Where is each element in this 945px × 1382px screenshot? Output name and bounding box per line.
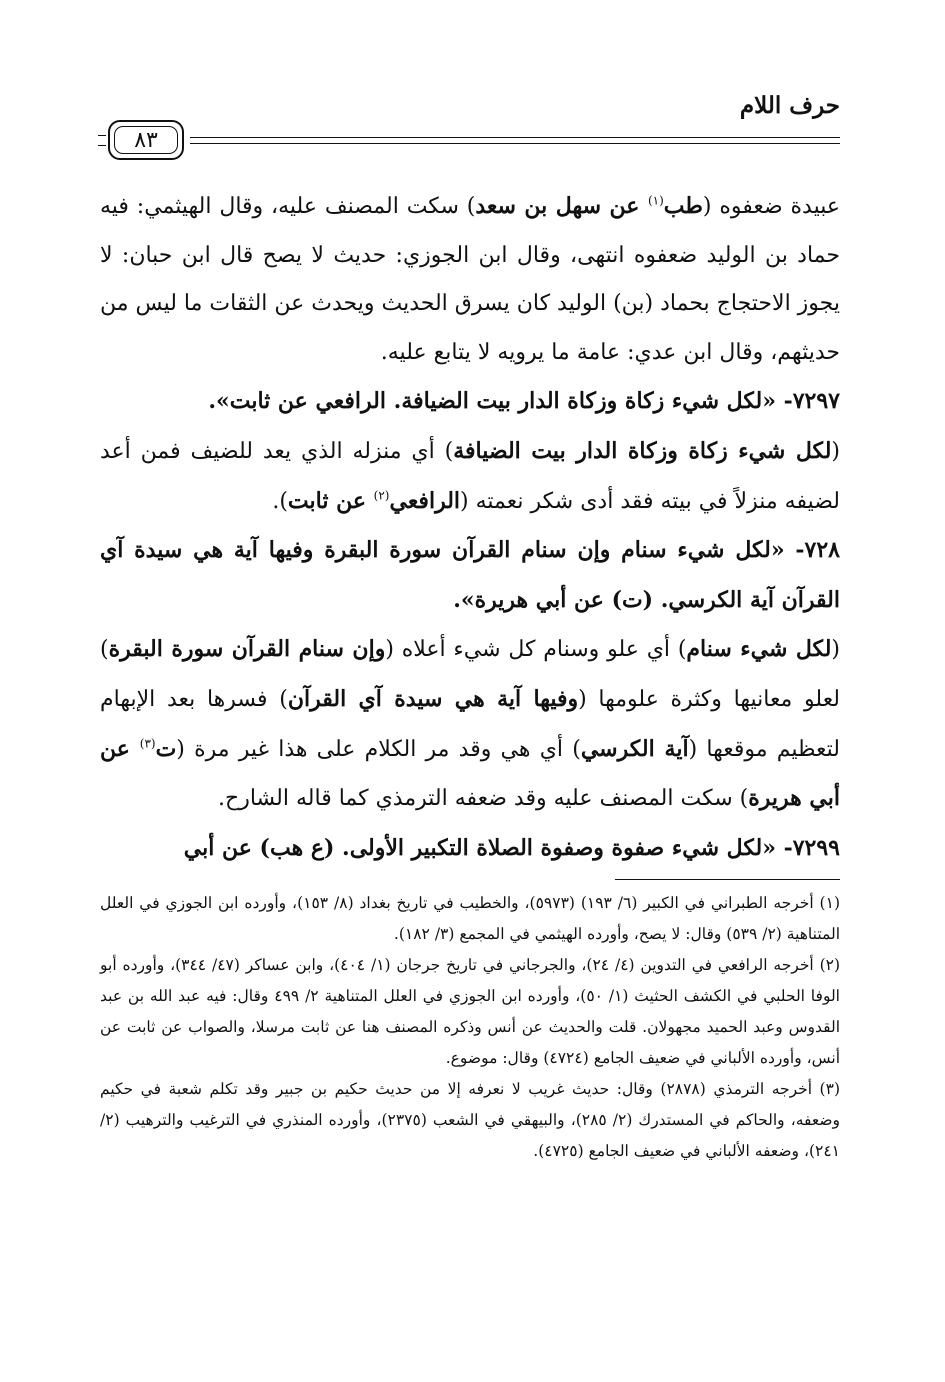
header-rule <box>100 127 840 153</box>
text-run: ) سكت المصنف عليه، وقال الهيثمي: فيه حماد بن الوليد ضعفوه انتهى، وقال ابن الجوزي: حديث لا يصح قال ابن حبان: لا يجوز الاحتجاج بحماد (بن) الوليد كان يسرق الحديث ويحدث عن الثقات ما ليس من حديثهم، وقال ابن عدي: عامة ما يرويه لا يتابع عليه. <box>100 194 840 365</box>
running-title: حرف اللام <box>739 92 840 119</box>
header-rule-line <box>190 143 840 144</box>
header-rule-end <box>98 135 106 146</box>
footnote-ref: (١) <box>647 193 664 208</box>
text-run: ) أي منزله الذي يعد للضيف فمن أعد لضيفه منزلاً في بيته فقد أدى شكر نعمته ( <box>100 438 840 514</box>
main-text <box>100 182 840 873</box>
narrator: عن ثابت <box>287 487 374 514</box>
hadith-text: ٧٢٩٧- «لكل شيء زكاة وزكاة الدار بيت الضيافة. الرافعي عن ثابت». <box>208 388 840 415</box>
narrator: عن سهل بن سعد <box>475 193 648 219</box>
text-run: ) لعلو معانيها وكثرة علومها ( <box>100 637 841 712</box>
text-run: ) أي هي وقد مر الكلام على هذا غير مرة ( <box>176 736 581 762</box>
footnote-separator <box>615 879 840 880</box>
footnote-ref: (٢) <box>373 488 390 503</box>
footnotes <box>100 888 840 1167</box>
header-rule-line <box>190 137 840 138</box>
paragraph <box>100 427 840 526</box>
hadith-entry <box>100 377 840 427</box>
quoted-text: لكل شيء زكاة وزكاة الدار بيت الضيافة <box>453 437 832 464</box>
narrator: عن أبي هريرة <box>100 735 840 812</box>
footnote: (١) أخرجه الطبراني في الكبير (٦/ ١٩٣) (٥٩٧٣)، والخطيب في تاريخ بغداد (٨/ ١٥٣)، وأورده ابن الجوزي في العلل المتناهية (٢/ ٥٣٩) وقال: لا يصح، وأورده الهيثمي في المجمع (٣/ ١٨٢). <box>100 894 840 944</box>
source-code: طب <box>663 193 703 219</box>
page-number-frame <box>108 120 184 160</box>
hadith-entry <box>100 526 840 625</box>
book-page <box>100 92 840 1167</box>
quoted-text: آية الكرسي <box>580 735 689 762</box>
hadith-entry <box>100 824 840 874</box>
quoted-text: لكل شيء سنام <box>686 636 832 663</box>
page-number: ٨٣ <box>134 127 158 153</box>
paragraph <box>100 182 840 377</box>
text-run: ) سكت المصنف عليه وقد ضعفه الترمذي كما قاله الشارح. <box>218 786 749 812</box>
hadith-text: ٧٢٩٩- «لكل شيء صفوة وصفوة الصلاة التكبير الأولى. (ع هب) عن أبي <box>183 834 840 861</box>
text-run: ( <box>831 637 840 663</box>
footnote-ref: (٣) <box>139 736 156 751</box>
text-run: ) أي علو وسنام كل شيء أعلاه ( <box>385 637 687 663</box>
quoted-text: وإن سنام القرآن سورة البقرة <box>108 636 386 663</box>
footnote: (٢) أخرجه الرافعي في التدوين (٤/ ٢٤)، والجرجاني في تاريخ جرجان (١/ ٤٠٤)، وابن عساكر (٤٧/ ٣٤٤)، وأورده أبو الوفا الحلبي في الكشف الحثيث (١/ ٥٠)، وأورده ابن الجوزي في العلل المتناهية ٢/ ٤٩٩ وقال: فيه عبد الله بن عبد القدوس وعبد الحميد مجهولان. قلت والحديث عن أنس وذكره المصنف هنا عن ثابت مرسلا، والصواب عن ثابت عن أنس، وأورده الألباني في ضعيف الجامع (٤٧٢٤) وقال: موضوع. <box>100 956 841 1068</box>
quoted-text: وفيها آية هي سيدة آي القرآن <box>287 685 579 712</box>
running-header <box>100 92 840 153</box>
hadith-text: ٧٢٨- «لكل شيء سنام وإن سنام القرآن سورة البقرة وفيها آية هي سيدة آي القرآن آية الكرسي. (ت) عن أبي هريرة». <box>100 537 840 613</box>
source-code: ت <box>155 735 177 762</box>
text-run: ). <box>272 488 288 514</box>
text-run: عبيدة ضعفوه ( <box>702 194 840 219</box>
footnote: (٣) أخرجه الترمذي (٢٨٧٨) وقال: حديث غريب لا نعرفه إلا من حديث حكيم بن جبير وقد تكلم شعبة في حكيم وضعفه، والحاكم في المستدرك (٢/ ٢٨٥)، والبيهقي في الشعب (٢٣٧٥)، وأورده المنذري في الترغيب والترهيب (٢/ ٢٤١)، وضعفه الألباني في ضعيف الجامع (٤٧٢٥). <box>100 1080 840 1161</box>
text-run: ( <box>831 438 841 464</box>
text-run: ) فسرها بعد الإبهام لتعظيم موقعها ( <box>100 686 840 762</box>
paragraph <box>100 625 840 823</box>
source-code: الرافعي <box>389 487 461 514</box>
